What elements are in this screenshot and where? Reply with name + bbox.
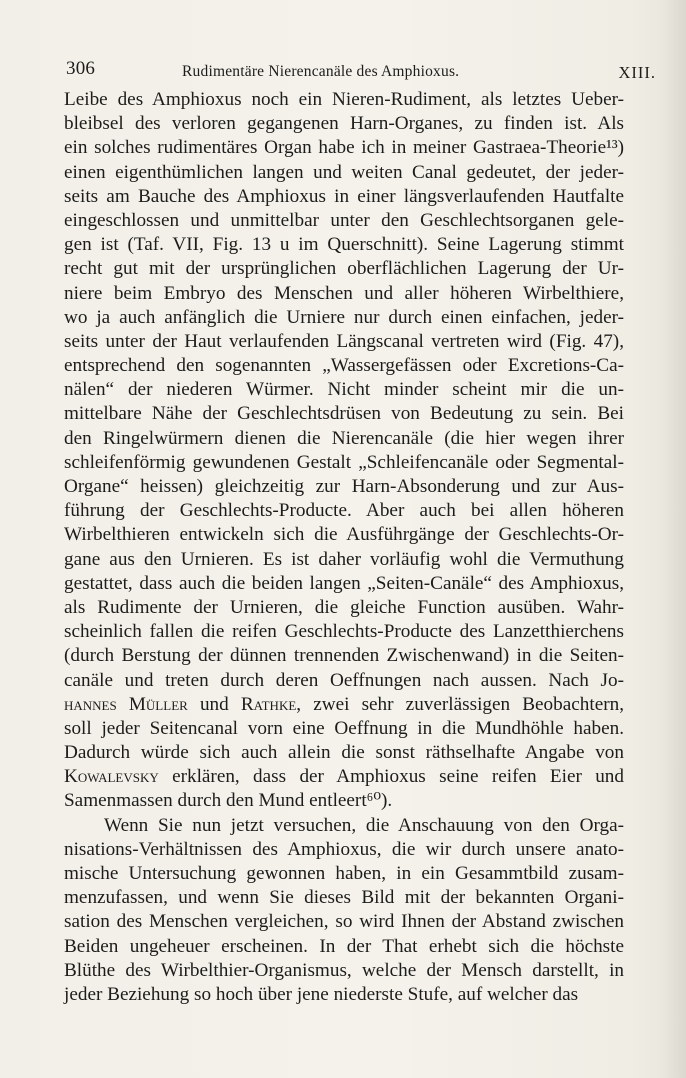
text-line: nisations-Verhältnissen des Amphioxus, die wir durch unsere anato- <box>64 838 624 860</box>
text-line: bleibsel des verloren gegangenen Harn-Organes, zu finden ist. Als <box>64 113 624 135</box>
text-line: entsprechend den sogenannten „Wassergefässen oder Excretions-Ca- <box>64 355 624 377</box>
text-line: jeder Beziehung so hoch über jene niederste Stufe, auf welcher das <box>64 983 579 1005</box>
text-line: ein solches rudimentäres Organ habe ich in meiner Gastraea-Theorie¹³) <box>64 137 624 159</box>
text-line: schleifenförmig gewundenen Gestalt „Schleifencanäle oder Segmental- <box>64 451 624 473</box>
text-line: soll jeder Seitencanal vorn eine Oeffnung in die Mundhöhle haben. <box>64 717 624 739</box>
text-line: als Rudimente der Urnieren, die gleiche Function ausüben. Wahr- <box>64 596 624 618</box>
paragraph <box>64 88 624 814</box>
running-title: Rudimentäre Nierencanäle des Amphioxus. <box>182 63 460 80</box>
text-line: canäle und treten durch deren Oeffnungen nach aussen. Nach Jo- <box>64 669 624 691</box>
text-line: Beiden ungeheuer erscheinen. In der That erhebt sich die höchste <box>64 935 624 957</box>
text-line: einen eigenthümlichen langen und weiten Canal gedeutet, der jeder- <box>64 161 624 183</box>
text-line: Wirbelthieren entwickeln sich die Ausführgänge der Geschlechts-Or- <box>64 524 624 546</box>
text-line: Dadurch würde sich auch allein die sonst räthselhafte Angabe von <box>64 742 624 764</box>
text-line: Kowalevsky erklären, dass der Amphioxus seine reifen Eier und <box>64 766 624 788</box>
page-number: 306 <box>66 58 96 79</box>
text-line: führung der Geschlechts-Producte. Aber auch bei allen höheren <box>64 500 624 522</box>
text-line: eingeschlossen und unmittelbar unter den Geschlechtsorganen gele- <box>64 209 624 231</box>
text-line: gane aus den Urnieren. Es ist daher vorläufig wohl die Vermuthung <box>64 548 624 570</box>
text-line: gen ist (Taf. VII, Fig. 13 u im Querschnitt). Seine Lagerung stimmt <box>64 234 624 256</box>
text-line: niere beim Embryo des Menschen und aller höheren Wirbelthiere, <box>64 282 624 304</box>
text-line: Organe“ heissen) gleichzeitig zur Harn-Absonderung und zur Aus- <box>64 476 624 497</box>
text-line: seits unter der Haut verlaufenden Längscanal vertreten wird (Fig. 47), <box>64 330 624 352</box>
text-line: Leibe des Amphioxus noch ein Nieren-Rudiment, als letztes Ueber- <box>64 89 624 110</box>
text-line: mische Untersuchung gewonnen haben, in ein Gesammtbild zusam- <box>64 863 624 884</box>
text-line: hannes Müller und Rathke, zwei sehr zuverlässigen Beobachtern, <box>64 693 624 715</box>
running-header <box>66 58 656 88</box>
text-line: menzufassen, und wenn Sie dieses Bild mit der bekannten Organi- <box>64 887 624 909</box>
text-line: mittelbare Nähe der Geschlechtsdrüsen von Bedeutung zu sein. Bei <box>64 403 624 425</box>
text-line: Samenmassen durch den Mund entleert⁶⁰). <box>64 790 393 812</box>
text-line: wo ja auch anfänglich die Urniere nur durch einen einfachen, jeder- <box>64 306 624 328</box>
text-line: nälen“ der niederen Würmer. Nicht minder scheint mir die un- <box>64 379 624 401</box>
text-line: recht gut mit der ursprünglichen oberflächlichen Lagerung der Ur- <box>64 258 624 280</box>
text-line: gestattet, dass auch die beiden langen „Seiten-Canäle“ des Amphioxus, <box>64 572 624 594</box>
text-line: Blüthe des Wirbelthier-Organismus, welche der Mensch darstellt, in <box>64 959 624 981</box>
text-line: den Ringelwürmern dienen die Nierencanäle (die hier wegen ihrer <box>64 427 624 449</box>
chapter-number: XIII. <box>618 63 656 82</box>
text-line: sation des Menschen vergleichen, so wird Ihnen der Abstand zwischen <box>64 911 624 933</box>
paragraph <box>64 814 624 1008</box>
text-line: scheinlich fallen die reifen Geschlechts-Producte des Lanzetthierchens <box>64 621 624 643</box>
text-line: (durch Berstung der dünnen trennenden Zwischenwand) in die Seiten- <box>64 645 624 667</box>
body-text <box>64 88 624 1007</box>
text-line: Wenn Sie nun jetzt versuchen, die Anschauung von den Orga- <box>104 814 624 836</box>
text-line: seits am Bauche des Amphioxus in einer längsverlaufenden Hautfalte <box>64 185 624 207</box>
page-edge-shadow <box>662 0 686 1078</box>
